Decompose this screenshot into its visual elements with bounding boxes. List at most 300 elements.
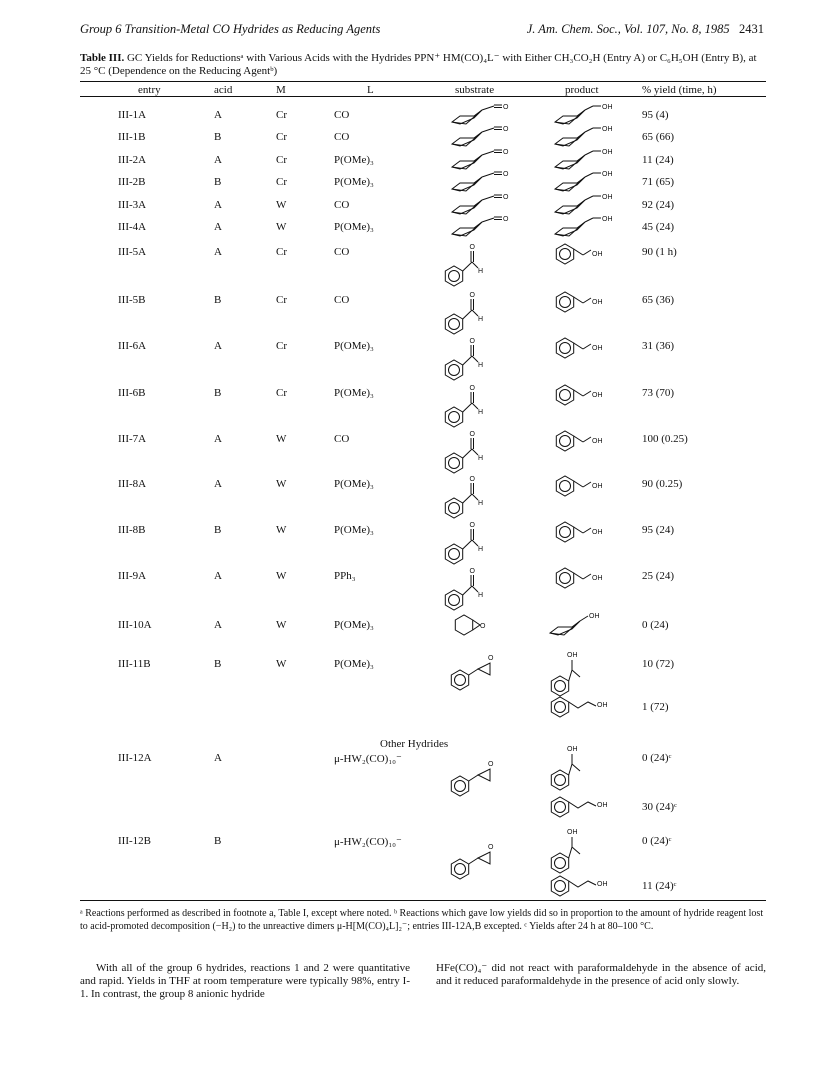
cell-ligand: CO xyxy=(334,246,350,258)
aromatic-circle xyxy=(555,881,566,892)
cell-acid: A xyxy=(214,221,222,233)
benzene-ring xyxy=(445,360,462,380)
header-title: Group 6 Transition-Metal CO Hydrides as Reducing Agents xyxy=(80,22,381,36)
cell-yield: 1 (72) xyxy=(642,701,669,713)
cyclohexene-oxide-structure xyxy=(452,611,492,639)
cell-acid: A xyxy=(214,570,222,582)
cell-acid: B xyxy=(214,294,222,306)
cyclohexane-ring xyxy=(555,155,585,169)
cell-ligand: P(OMe)₃ xyxy=(334,154,374,166)
ethyl-chain xyxy=(569,702,596,708)
cell-entry: III-5A xyxy=(118,246,147,258)
cell-yield: 30 (24)ᶜ xyxy=(642,801,677,813)
oxygen-label: O xyxy=(469,431,475,438)
oxygen-label: O xyxy=(469,568,475,575)
cell-yield: 0 (24)ᶜ xyxy=(642,835,672,847)
benzene-ring xyxy=(551,797,568,817)
cell-metal: W xyxy=(276,658,287,670)
body-text-left: With all of the group 6 hydrides, reactions 1 and 2 were quantitative and rapid. Yields in THF at room temperature were typically 98%, entry I-1. In contrast, the group 8 anionic hydride xyxy=(80,962,410,1000)
table-label: Table III. xyxy=(80,52,125,64)
cyclohexane-ring xyxy=(550,621,580,635)
cyclohexane-ring xyxy=(455,615,472,635)
c-o-bond xyxy=(583,437,591,442)
oxygen-label: O xyxy=(488,655,494,662)
benzaldehyde-structure xyxy=(442,474,488,522)
aromatic-circle xyxy=(455,864,466,875)
hydrogen-label: H xyxy=(478,316,484,323)
c-c-bond xyxy=(574,390,583,396)
c-c-bond xyxy=(482,218,494,222)
c-c-bond xyxy=(482,196,494,200)
cell-acid: A xyxy=(214,433,222,445)
cell-entry: III-2B xyxy=(118,176,146,188)
epoxide-ring xyxy=(478,769,490,781)
aromatic-circle xyxy=(560,527,571,538)
cell-acid: B xyxy=(214,524,222,536)
cell-ligand: PPh₃ xyxy=(334,570,356,582)
benzene-ring xyxy=(451,670,468,690)
oxygen-label: O xyxy=(469,244,475,251)
cell-yield: 65 (36) xyxy=(642,294,675,306)
oxygen-label: O xyxy=(503,216,509,223)
aromatic-circle xyxy=(555,775,566,786)
cell-ligand: μ-HW₂(CO)₁₀⁻ xyxy=(334,836,402,848)
benzyl-alcohol-structure xyxy=(553,288,615,316)
hydroxyl-label: OH xyxy=(592,299,603,306)
benzene-ring xyxy=(445,407,462,427)
benzaldehyde-structure xyxy=(442,566,488,614)
oxygen-label: O xyxy=(503,104,509,111)
c-o-bond xyxy=(583,391,591,396)
aromatic-circle xyxy=(560,390,571,401)
cell-metal: W xyxy=(276,221,287,233)
epoxide-ring xyxy=(473,620,480,630)
hydroxyl-label: OH xyxy=(602,104,613,111)
cell-ligand: CO xyxy=(334,294,350,306)
c-c-bond xyxy=(585,151,593,155)
cell-acid: A xyxy=(214,340,222,352)
cyclohexane-ring-back xyxy=(555,200,585,214)
oxygen-label: O xyxy=(480,623,486,630)
cell-yield: 65 (66) xyxy=(642,131,675,143)
col-yield: % yield (time, h) xyxy=(642,84,717,96)
cell-ligand: P(OMe)₃ xyxy=(334,619,374,631)
cell-entry: III-7A xyxy=(118,433,147,445)
cell-ligand: P(OMe)₃ xyxy=(334,478,374,490)
cell-yield: 11 (24)ᶜ xyxy=(642,880,677,892)
cell-metal: W xyxy=(276,524,287,536)
hydrogen-label: H xyxy=(478,546,484,553)
cell-acid: B xyxy=(214,176,222,188)
styrene-oxide-structure xyxy=(448,758,502,800)
cyclohexane-ring-back xyxy=(452,132,482,146)
cyclohexane-ring-back xyxy=(452,110,482,124)
col-acid: acid xyxy=(214,84,233,96)
c-c-bond xyxy=(469,858,478,864)
cyclohexane-ring-back xyxy=(555,177,585,191)
cyclohexane-ring-back xyxy=(555,155,585,169)
cyclohexylmethanol-structure xyxy=(553,126,617,146)
cell-ligand: μ-HW₂(CO)₁₀⁻ xyxy=(334,753,402,765)
aromatic-circle xyxy=(449,319,460,330)
cyclohexane-ring xyxy=(452,155,482,169)
cell-entry: III-12A xyxy=(118,752,152,764)
c-o-bond xyxy=(583,250,591,255)
hydroxyl-label: OH xyxy=(602,126,613,133)
cell-ligand: CO xyxy=(334,109,350,121)
hydroxyl-label: OH xyxy=(592,251,603,258)
cell-entry: III-3A xyxy=(118,199,147,211)
aromatic-circle xyxy=(555,702,566,713)
c-c-bond xyxy=(482,106,494,110)
cell-entry: III-8A xyxy=(118,478,147,490)
aromatic-circle xyxy=(455,675,466,686)
benzene-ring xyxy=(445,266,462,286)
cell-metal: W xyxy=(276,433,287,445)
cell-metal: Cr xyxy=(276,131,287,143)
aromatic-circle xyxy=(449,412,460,423)
c-c-bond xyxy=(463,310,472,319)
c-o-bond xyxy=(583,482,591,487)
c-c-bond xyxy=(463,540,472,549)
benzene-ring xyxy=(556,338,573,358)
methyl-bond xyxy=(572,764,580,771)
cyclohexanecarboxaldehyde-structure xyxy=(450,104,510,124)
cell-metal: Cr xyxy=(276,154,287,166)
cell-entry: III-2A xyxy=(118,154,147,166)
c-c-bond xyxy=(574,343,583,349)
table-top-rule xyxy=(80,81,766,82)
cyclohexane-ring-back xyxy=(452,222,482,236)
aromatic-circle xyxy=(560,249,571,260)
cyclohexane-ring xyxy=(452,110,482,124)
benzaldehyde-structure xyxy=(442,429,488,477)
oxygen-label: O xyxy=(469,292,475,299)
hydroxyl-label: OH xyxy=(602,149,613,156)
hydrogen-label: H xyxy=(478,409,484,416)
hydroxyl-label: OH xyxy=(602,194,613,201)
benzene-ring xyxy=(556,385,573,405)
cyclohexane-ring-back xyxy=(555,132,585,146)
aromatic-circle xyxy=(455,781,466,792)
cell-entry: III-9A xyxy=(118,570,147,582)
cyclohexane-ring-back xyxy=(452,177,482,191)
hydroxyl-label: OH xyxy=(597,802,608,809)
benzaldehyde-structure xyxy=(442,242,488,290)
header-citation: J. Am. Chem. Soc., Vol. 107, No. 8, 1985 2431 xyxy=(526,22,764,36)
c-c-bond xyxy=(463,262,472,271)
hydrogen-label: H xyxy=(478,455,484,462)
aromatic-circle xyxy=(560,481,571,492)
c-o-bond xyxy=(583,298,591,303)
c-o-bond xyxy=(580,616,588,621)
cell-yield: 95 (4) xyxy=(642,109,669,121)
benzene-ring xyxy=(556,476,573,496)
aromatic-circle xyxy=(449,503,460,514)
aromatic-circle xyxy=(449,365,460,376)
table-caption-text: GC Yields for Reductionsᵃ with Various Acids with the Hydrides PPN⁺ HM(CO)₄L⁻ with Either CH₃CO₂H (Entry A) or C₆H₅OH (Entry B), at 25 °C (Dependence on the Reducing Agentᵇ) xyxy=(80,52,757,77)
table-bottom-rule xyxy=(80,900,766,901)
cyclohexylmethanol-structure xyxy=(553,216,617,236)
cell-acid: A xyxy=(214,199,222,211)
cyclohexylmethanol-structure xyxy=(553,149,617,169)
cell-ligand: P(OMe)₃ xyxy=(334,340,374,352)
cyclohexanecarboxaldehyde-structure xyxy=(450,126,510,146)
cell-metal: Cr xyxy=(276,340,287,352)
aromatic-circle xyxy=(449,595,460,606)
aromatic-circle xyxy=(449,458,460,469)
cyclohexane-ring xyxy=(452,177,482,191)
body-text-right: HFe(CO)₄⁻ did not react with paraformaldehyde in the absence of acid, and it reduced paraformaldehyde in the presence of acid only slowly. xyxy=(436,962,766,987)
cell-ligand: P(OMe)₃ xyxy=(334,524,374,536)
hydrogen-label: H xyxy=(478,268,484,275)
cell-entry: III-12B xyxy=(118,835,151,847)
cell-metal: W xyxy=(276,619,287,631)
benzyl-alcohol-structure xyxy=(553,427,615,455)
cyclohexane-ring xyxy=(452,222,482,236)
cell-yield: 0 (24)ᶜ xyxy=(642,752,672,764)
cell-acid: A xyxy=(214,109,222,121)
cell-ligand: P(OMe)₃ xyxy=(334,176,374,188)
hydrogen-label: H xyxy=(478,500,484,507)
cyclohexane-ring-back xyxy=(550,621,580,635)
cell-entry: III-4A xyxy=(118,221,147,233)
cell-acid: A xyxy=(214,478,222,490)
col-metal: M xyxy=(276,84,286,96)
cyclohexane-ring xyxy=(452,200,482,214)
c-c-bond xyxy=(574,527,583,533)
cell-ligand: P(OMe)₃ xyxy=(334,658,374,670)
epoxide-ring xyxy=(478,663,490,675)
cell-entry: III-1B xyxy=(118,131,146,143)
benzene-ring xyxy=(451,776,468,796)
oxygen-label: O xyxy=(503,194,509,201)
aromatic-circle xyxy=(555,681,566,692)
c-c-bond xyxy=(469,669,478,675)
cyclohexylmethanol-structure xyxy=(553,194,617,214)
cyclohexane-ring xyxy=(452,132,482,146)
hydroxyl-label: OH xyxy=(592,345,603,352)
cell-acid: B xyxy=(214,131,222,143)
benzene-ring xyxy=(445,544,462,564)
benzene-ring xyxy=(451,859,468,879)
oxygen-label: O xyxy=(469,476,475,483)
cyclohexanecarboxaldehyde-structure xyxy=(450,216,510,236)
oxygen-label: O xyxy=(488,761,494,768)
hydroxyl-label: OH xyxy=(602,216,613,223)
methyl-bond xyxy=(572,670,580,677)
c-c-bond xyxy=(463,449,472,458)
aromatic-circle xyxy=(555,858,566,869)
benzyl-alcohol-structure xyxy=(553,518,615,546)
cell-acid: A xyxy=(214,619,222,631)
hydroxyl-label: OH xyxy=(592,392,603,399)
benzyl-alcohol-structure xyxy=(553,472,615,500)
cyclohexane-ring xyxy=(555,200,585,214)
c-c-bond xyxy=(585,196,593,200)
benzene-ring xyxy=(445,453,462,473)
oxygen-label: O xyxy=(469,385,475,392)
hydrogen-label: H xyxy=(478,362,484,369)
cell-yield: 31 (36) xyxy=(642,340,675,352)
benzene-ring xyxy=(445,590,462,610)
table-caption xyxy=(80,52,766,78)
cell-yield: 0 (24) xyxy=(642,619,669,631)
oxygen-label: O xyxy=(488,844,494,851)
cyclohexanecarboxaldehyde-structure xyxy=(450,149,510,169)
cell-yield: 92 (24) xyxy=(642,199,675,211)
benzene-ring xyxy=(445,498,462,518)
c-c-bond xyxy=(569,847,572,858)
hydroxyl-label: OH xyxy=(597,881,608,888)
cell-metal: Cr xyxy=(276,246,287,258)
cell-ligand: P(OMe)₃ xyxy=(334,387,374,399)
aromatic-circle xyxy=(555,802,566,813)
c-c-bond xyxy=(463,586,472,595)
benzyl-alcohol-structure xyxy=(553,381,615,409)
cell-yield: 95 (24) xyxy=(642,524,675,536)
hydroxyl-label: OH xyxy=(592,529,603,536)
styrene-oxide-structure xyxy=(448,841,502,883)
cell-metal: Cr xyxy=(276,387,287,399)
cyclohexylmethanol-structure xyxy=(553,104,617,124)
oxygen-label: O xyxy=(503,149,509,156)
cell-metal: Cr xyxy=(276,109,287,121)
c-c-bond xyxy=(463,403,472,412)
aromatic-circle xyxy=(560,573,571,584)
c-c-bond xyxy=(574,297,583,303)
cyclohexane-ring-back xyxy=(555,222,585,236)
c-c-bond xyxy=(585,128,593,132)
hydroxyl-label: OH xyxy=(567,829,578,836)
cell-yield: 90 (1 h) xyxy=(642,246,677,258)
cyclohexane-ring xyxy=(555,222,585,236)
c-c-bond xyxy=(469,775,478,781)
cyclohexylmethanol-structure xyxy=(553,171,617,191)
c-c-bond xyxy=(574,481,583,487)
cell-entry: III-8B xyxy=(118,524,146,536)
benzene-ring xyxy=(551,876,568,896)
benzyl-alcohol-structure xyxy=(553,334,615,362)
hydroxyl-label: OH xyxy=(597,702,608,709)
col-substrate: substrate xyxy=(455,84,495,96)
cell-metal: W xyxy=(276,478,287,490)
cell-yield: 73 (70) xyxy=(642,387,675,399)
benzene-ring xyxy=(556,292,573,312)
benzene-ring xyxy=(556,244,573,264)
cell-acid: A xyxy=(214,154,222,166)
aromatic-circle xyxy=(449,549,460,560)
benzyl-alcohol-structure xyxy=(553,240,615,268)
aromatic-circle xyxy=(560,297,571,308)
col-ligand: L xyxy=(367,84,374,96)
cyclohexane-ring xyxy=(555,177,585,191)
cell-metal: W xyxy=(276,570,287,582)
page-number: 2431 xyxy=(739,22,764,36)
c-o-bond xyxy=(583,574,591,579)
cyclohexane-ring-back xyxy=(452,155,482,169)
benzaldehyde-structure xyxy=(442,383,488,431)
benzene-ring xyxy=(551,770,568,790)
hydroxyl-label: OH xyxy=(589,613,600,620)
aromatic-circle xyxy=(560,436,571,447)
cell-entry: III-5B xyxy=(118,294,146,306)
other-hydrides-label: Other Hydrides xyxy=(380,738,449,750)
cell-acid: B xyxy=(214,658,222,670)
c-o-bond xyxy=(583,528,591,533)
benzaldehyde-structure xyxy=(442,520,488,568)
2-phenylethanol-structure xyxy=(548,872,622,900)
running-header xyxy=(80,22,764,40)
cell-entry: III-10A xyxy=(118,619,152,631)
cyclohexane-ring xyxy=(555,110,585,124)
oxygen-label: O xyxy=(469,338,475,345)
cell-metal: Cr xyxy=(276,176,287,188)
oxygen-label: O xyxy=(503,171,509,178)
benzyl-alcohol-structure xyxy=(553,564,615,592)
cyclohexane-ring-back xyxy=(452,200,482,214)
benzene-ring xyxy=(551,853,568,873)
cell-acid: A xyxy=(214,752,222,764)
c-c-bond xyxy=(585,218,593,222)
c-c-bond xyxy=(482,173,494,177)
cell-yield: 10 (72) xyxy=(642,658,675,670)
cyclohexanecarboxaldehyde-structure xyxy=(450,194,510,214)
cell-yield: 45 (24) xyxy=(642,221,675,233)
hydroxyl-label: OH xyxy=(592,575,603,582)
c-c-bond xyxy=(569,670,572,681)
table-header-rule xyxy=(80,96,766,97)
methyl-bond xyxy=(572,847,580,854)
hydroxyl-label: OH xyxy=(592,438,603,445)
cell-yield: 25 (24) xyxy=(642,570,675,582)
cell-yield: 100 (0.25) xyxy=(642,433,688,445)
benzene-ring xyxy=(445,314,462,334)
col-product: product xyxy=(565,84,599,96)
c-c-bond xyxy=(569,764,572,775)
c-c-bond xyxy=(574,249,583,255)
cell-metal: W xyxy=(276,199,287,211)
benzaldehyde-structure xyxy=(442,336,488,384)
cell-ligand: CO xyxy=(334,131,350,143)
c-c-bond xyxy=(585,173,593,177)
cyclohexane-ring-back xyxy=(555,110,585,124)
table-footnotes: ᵃ Reactions performed as described in footnote a, Table I, except where noted. ᵇ Reactions which gave low yields did so in proportion to the amount of hydride reagent lost to acid-promoted decomposition (−H₂) to the unreactive dimers μ-H[M(CO)₄L]₂⁻; entries III-12A,B excepted. ᶜ Yields after 24 h at 80–100 °C. xyxy=(80,908,764,932)
hydroxyl-label: OH xyxy=(567,652,578,659)
epoxide-ring xyxy=(478,852,490,864)
cell-entry: III-6B xyxy=(118,387,146,399)
cell-metal: Cr xyxy=(276,294,287,306)
hydroxyl-label: OH xyxy=(602,171,613,178)
c-c-bond xyxy=(574,436,583,442)
benzene-ring xyxy=(556,431,573,451)
ethyl-chain xyxy=(569,802,596,808)
2-phenylethanol-structure xyxy=(548,793,622,821)
cell-acid: B xyxy=(214,835,222,847)
benzene-ring xyxy=(551,697,568,717)
c-o-bond xyxy=(583,344,591,349)
c-c-bond xyxy=(482,151,494,155)
oxygen-label: O xyxy=(469,522,475,529)
cell-yield: 71 (65) xyxy=(642,176,675,188)
cell-yield: 90 (0.25) xyxy=(642,478,683,490)
aromatic-circle xyxy=(449,271,460,282)
1-phenylethanol-structure xyxy=(548,827,592,877)
cyclohexanecarboxaldehyde-structure xyxy=(450,171,510,191)
cell-ligand: CO xyxy=(334,433,350,445)
cell-ligand: P(OMe)₃ xyxy=(334,221,374,233)
hydroxyl-label: OH xyxy=(592,483,603,490)
